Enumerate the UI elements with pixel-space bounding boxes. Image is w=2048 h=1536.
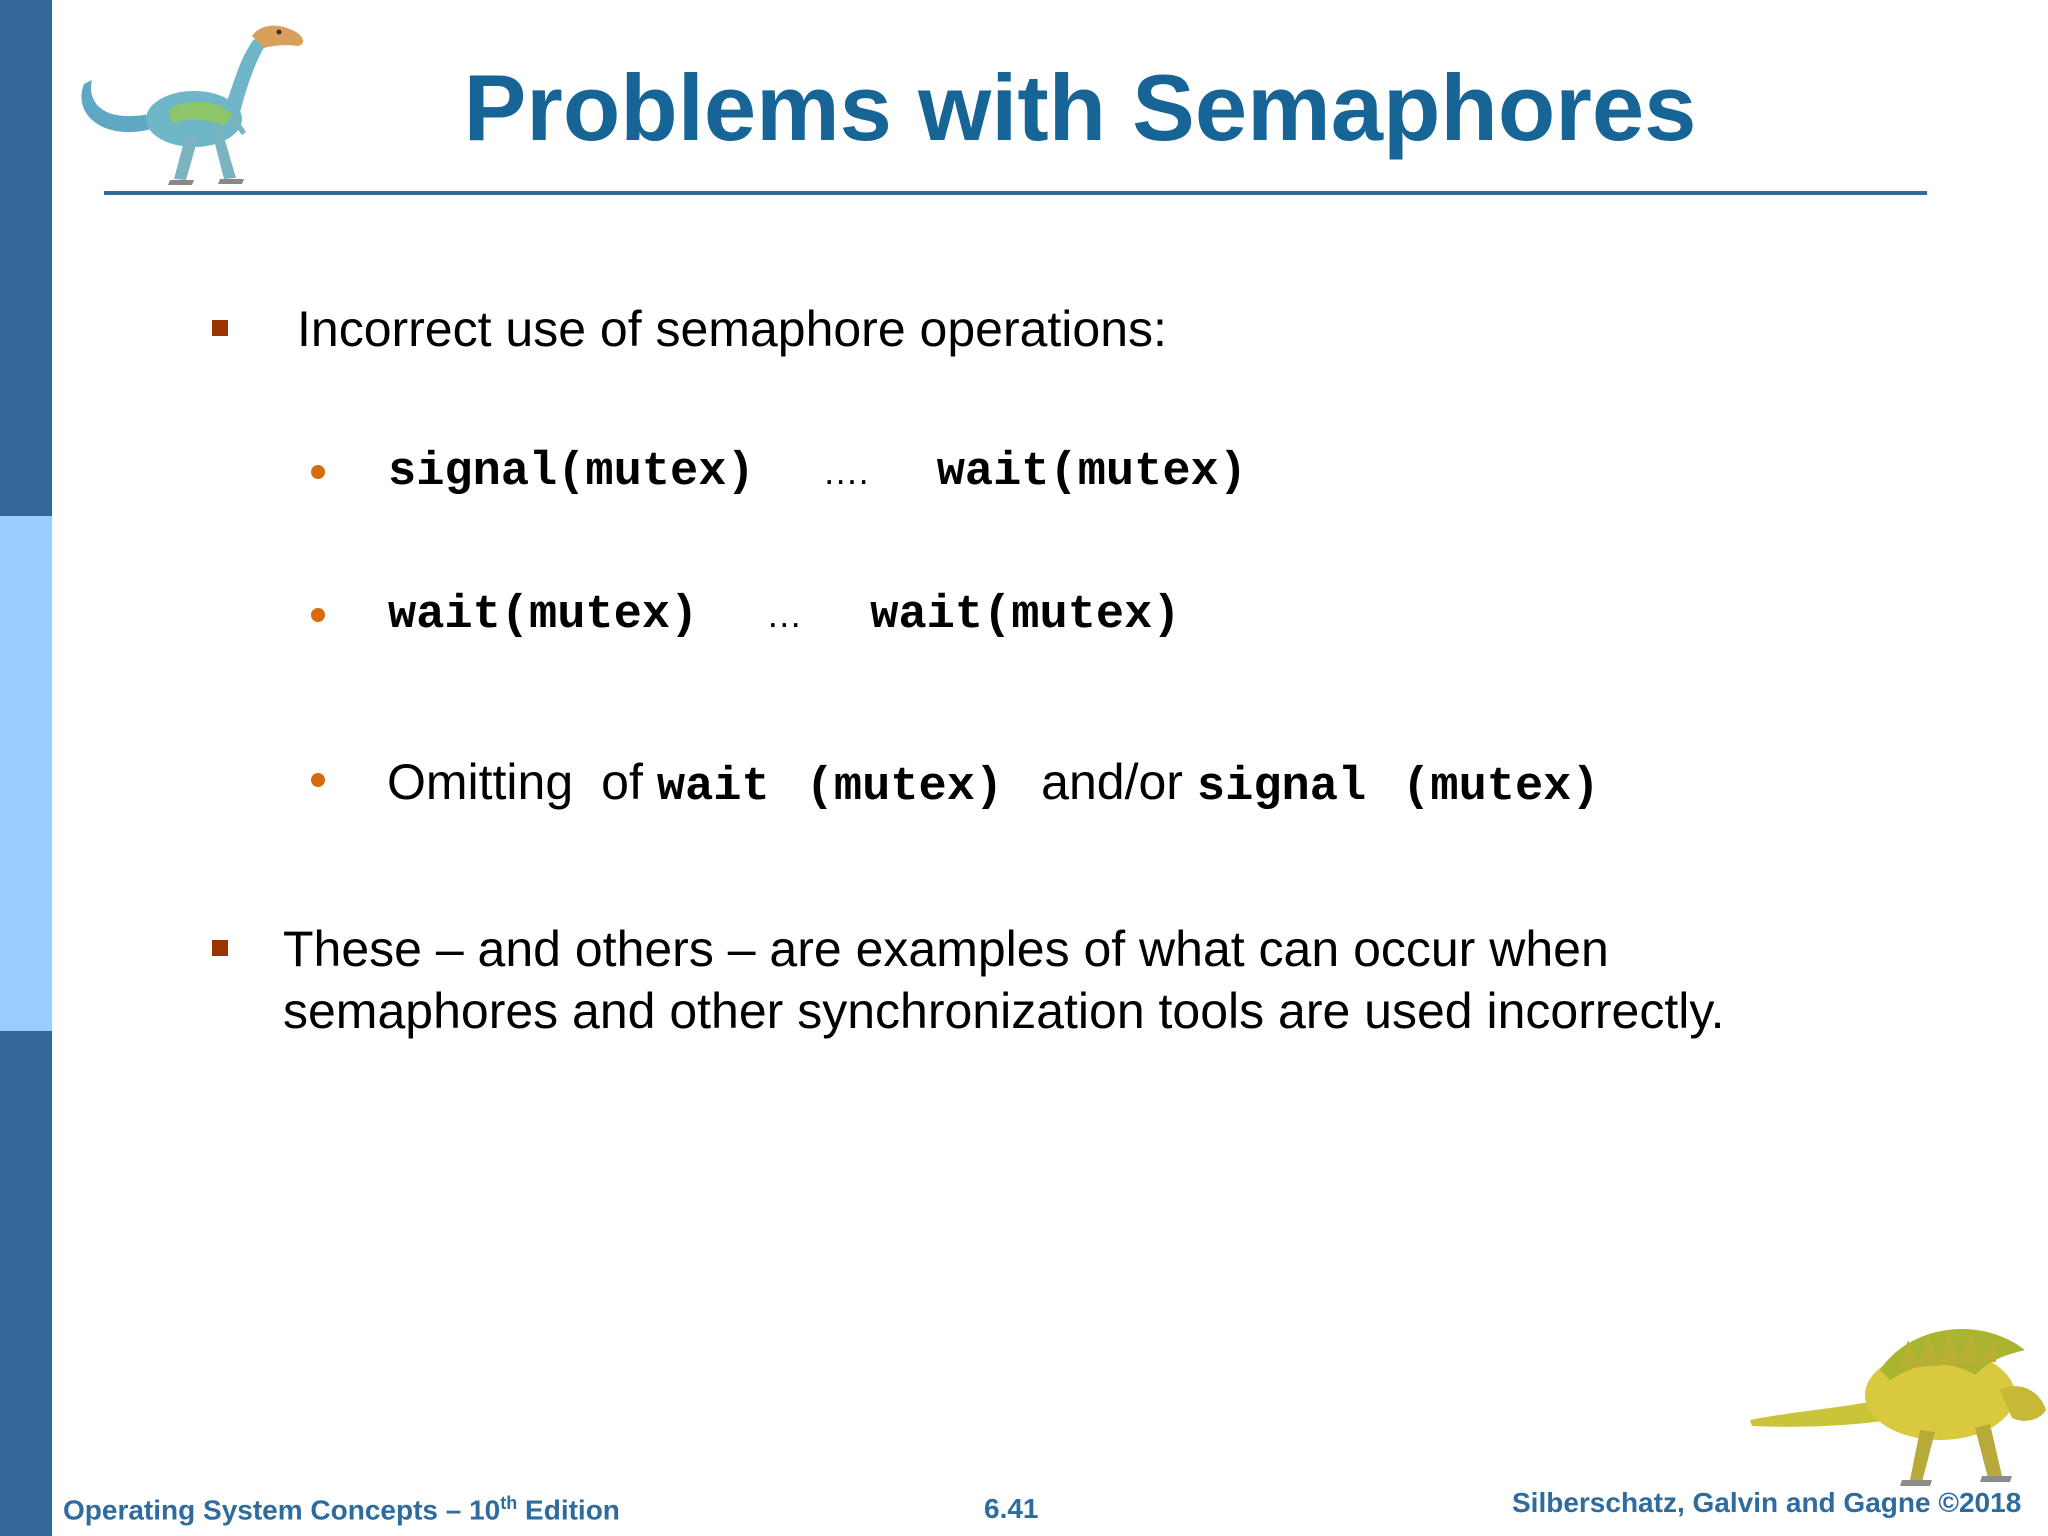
ellipsis: …. — [822, 451, 869, 492]
sidebar-band-top — [0, 0, 52, 516]
code-wait: wait — [656, 761, 770, 814]
square-bullet — [212, 320, 228, 336]
bullet-paragraph: These – and others – are examples of what can occur when semaphores and other synchronization tools are used incorrectly. — [283, 921, 1725, 1039]
slide-title: Problems with Semaphores — [463, 55, 1697, 160]
omitting-line — [387, 751, 1600, 819]
footer-book-title — [63, 1493, 620, 1526]
code-wait-mutex: wait(mutex) — [936, 446, 1247, 499]
code-signal-mutex: signal(mutex) — [388, 446, 755, 499]
of-word: of — [601, 754, 643, 810]
dot-bullet — [311, 608, 325, 622]
dot-bullet — [311, 773, 325, 787]
footer-superscript: th — [500, 1493, 518, 1513]
footer-book-title-text: Operating System Concepts – 10 — [63, 1494, 501, 1526]
footer-authors: Silberschatz, Galvin and Gagne ©2018 — [1512, 1487, 2022, 1518]
code-signal: signal — [1196, 761, 1367, 814]
footer-edition-text: Edition — [517, 1494, 620, 1526]
omitting-word: Omitting — [387, 754, 574, 810]
footer-page-number: 6.41 — [984, 1493, 1039, 1524]
code-mutex: (mutex) — [1402, 761, 1600, 814]
and-or-word: and/or — [1041, 754, 1183, 810]
sidebar-band-bottom — [0, 1031, 52, 1536]
code-mutex: (mutex) — [805, 761, 1004, 814]
ellipsis: … — [766, 594, 803, 635]
bullet-text: Incorrect use of semaphore operations: — [297, 301, 1167, 357]
title-divider — [104, 191, 1927, 195]
code-wait-mutex: wait(mutex) — [388, 589, 699, 642]
dot-bullet — [311, 465, 325, 479]
sidebar-band-middle — [0, 516, 52, 1031]
dinosaur-top-image — [74, 14, 314, 194]
code-wait-mutex: wait(mutex) — [870, 589, 1181, 642]
dinosaur-bottom-image — [1750, 1320, 2048, 1490]
code-example-1 — [388, 441, 1247, 504]
code-example-2 — [388, 584, 1181, 647]
square-bullet — [212, 940, 228, 956]
